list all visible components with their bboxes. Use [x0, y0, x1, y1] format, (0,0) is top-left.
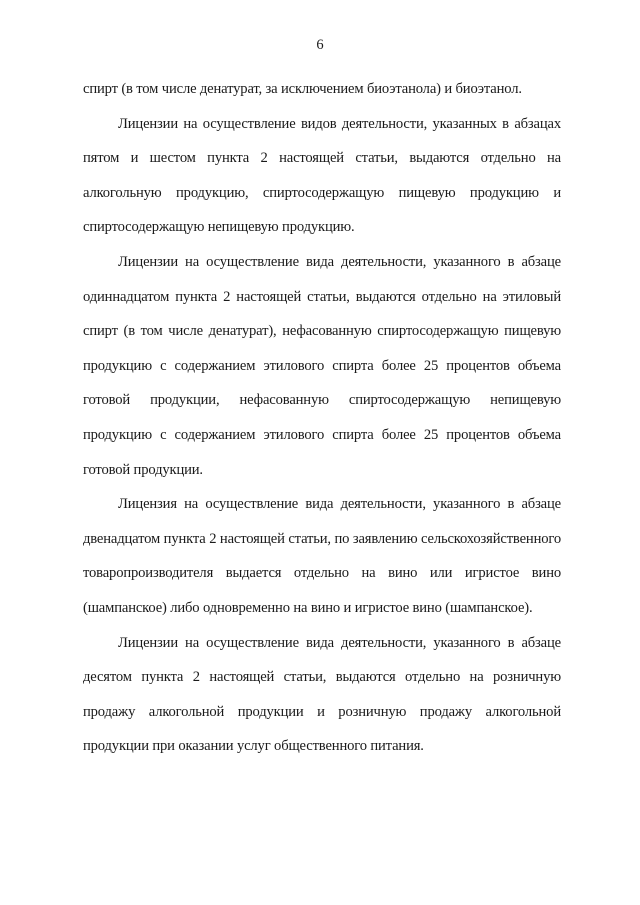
paragraph-continuation: спирт (в том числе денатурат, за исключением биоэтанола) и биоэтанол.: [83, 81, 522, 97]
paragraph-licenses-ethyl-spirit: Лицензии на осуществление вида деятельности, указанного в абзаце одиннадцатом пункта 2 настоящей статьи, выдаются отдельно на этиловый спирт (в том числе денатурат), нефасованную спиртосодержащую пищевую продукцию с содержанием этилового спирта более 25 процентов объема готовой продукции, нефасованную спиртосодержащую непищевую продукцию с содержанием этилового спирта более 25 процентов объема готовой продукции.: [83, 253, 561, 478]
page-number: 6: [316, 37, 324, 53]
paragraph-license-wine: Лицензия на осуществление вида деятельности, указанного в абзаце двенадцатом пункта 2 настоящей статьи, по заявлению сельскохозяйственного товаропроизводителя выдается отдельно на вино или игристое вино (шампанское) либо одновременно на вино и игристое вино (шампанское).: [83, 496, 561, 616]
paragraph-licenses-alcohol: Лицензии на осуществление видов деятельности, указанных в абзацах пятом и шестом пункта 2 настоящей статьи, выдаются отдельно на алкогольную продукцию, спиртосодержащую пищевую продукцию и спиртосодержащую непищевую продукцию.: [83, 115, 561, 236]
document-body: [83, 72, 561, 764]
paragraph-licenses-retail: Лицензии на осуществление вида деятельности, указанного в абзаце десятом пункта 2 настоящей статьи, выдаются отдельно на розничную продажу алкогольной продукции и розничную продажу алкогольной продукции при оказании услуг общественного питания.: [83, 634, 561, 755]
